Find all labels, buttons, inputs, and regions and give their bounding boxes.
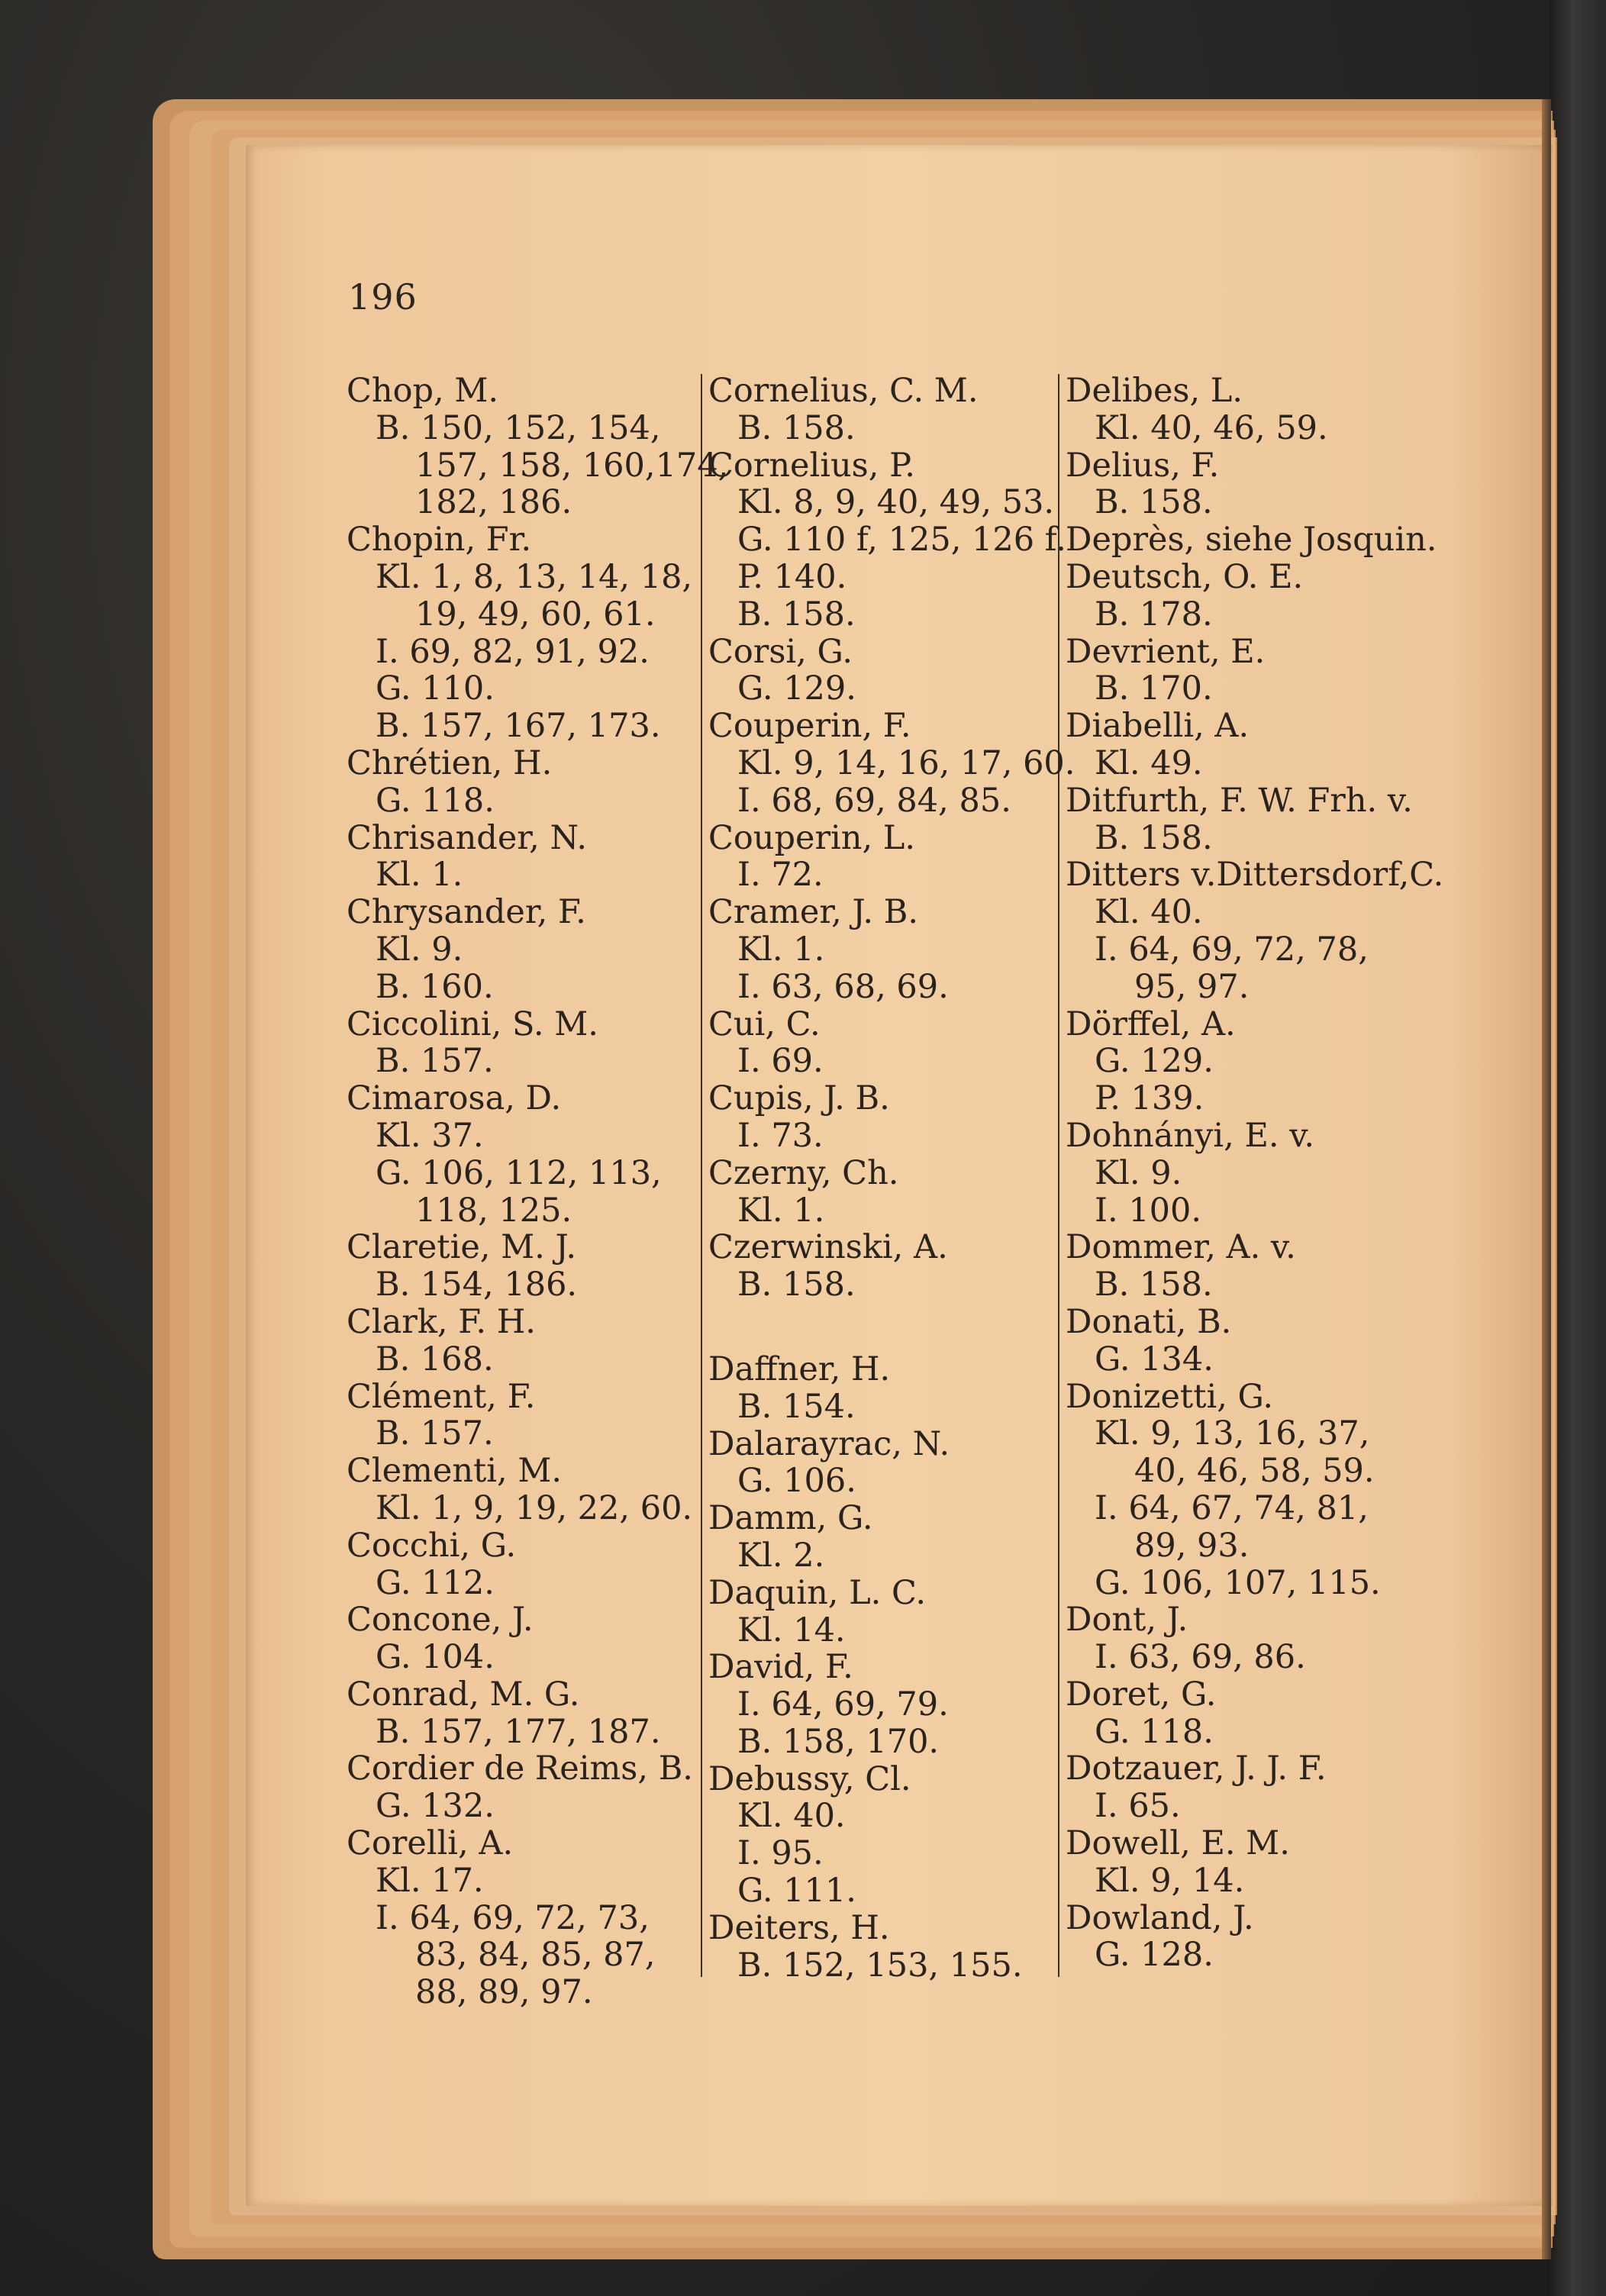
index-entry-refs: 95, 97. [1134,967,1250,1006]
index-entry-refs: Kl. 9, 14. [1095,1861,1245,1900]
index-entry-name: Dohnányi, E. v. [1066,1116,1315,1155]
index-entry-name: Ditters v.Dittersdorf,C. [1066,856,1444,895]
index-column-1 [347,372,729,2012]
index-entry-refs: 88, 89, 97. [415,1973,593,2012]
index-entry-refs: I. 73. [737,1116,824,1155]
index-entry-name: Devrient, E. [1066,632,1266,671]
index-entry-refs: I. 68, 69, 84, 85. [737,781,1011,820]
index-entry-refs: Kl. 9. [376,930,463,969]
index-entry-refs: I. 64, 69, 72, 78, [1095,930,1369,969]
index-entry-refs: I. 63, 68, 69. [737,967,949,1006]
index-column-3 [1066,372,1444,1975]
index-entry-refs: Kl. 1. [376,856,463,895]
index-entry-refs: B. 152, 153, 155. [737,1946,1023,1985]
index-entry-refs: B. 160. [376,967,494,1006]
index-entry-name: Chrisander, N. [347,818,587,857]
index-entry-refs: Kl. 40. [737,1797,846,1836]
index-entry-refs: I. 95. [737,1834,824,1873]
index-entry-name: Dowell, E. M. [1066,1824,1290,1863]
index-entry-name: Daquin, L. C. [708,1573,927,1612]
index-entry-name: Damm, G. [708,1499,873,1538]
index-entry-refs: B. 158. [737,595,856,634]
index-entry-name: Chrysander, F. [347,893,586,932]
index-entry-refs: G. 129. [1095,1042,1214,1081]
index-entry-name: Chopin, Fr. [347,521,532,559]
index-entry-name: Couperin, L. [708,818,916,857]
index-entry-refs: B. 157, 177, 187. [376,1712,661,1751]
index-entry-refs: G. 110 f, 125, 126 f. [737,521,1066,559]
index-entry-name: Claretie, M. J. [347,1228,577,1267]
index-entry-name: Dörffel, A. [1066,1004,1236,1043]
index-entry-refs: B. 158. [1095,483,1213,522]
index-entry-refs: Kl. 9. [1095,1153,1182,1192]
index-entry-name: Dont, J. [1066,1601,1188,1640]
index-entry-name: Clément, F. [347,1377,536,1416]
index-entry-refs: B. 157. [376,1414,494,1453]
index-entry-name: Cimarosa, D. [347,1079,562,1118]
index-entry-refs: 40, 46, 58, 59. [1134,1452,1375,1491]
index-entry-refs: B. 158, 170. [737,1722,940,1761]
index-entry-name: Cramer, J. B. [708,893,918,932]
index-entry-name: Clark, F. H. [347,1302,536,1341]
index-entry-refs: B. 150, 152, 154, [376,408,661,447]
index-entry-refs: G. 132. [376,1787,495,1826]
index-entry-refs: B. 154. [737,1387,856,1426]
index-entry-refs: P. 140. [737,557,847,596]
index-entry-refs: I. 72. [737,856,824,895]
index-entry-refs: G. 118. [1095,1712,1214,1751]
index-entry-refs: B. 170. [1095,669,1213,708]
index-entry-refs: G. 118. [376,781,495,820]
index-entry-name: Deutsch, O. E. [1066,557,1304,596]
index-entry-refs: 182, 186. [415,483,572,522]
book-spine-right [1550,0,1606,2296]
index-entry-refs: P. 139. [1095,1079,1204,1118]
index-entry-refs: Kl. 2. [737,1536,825,1575]
index-entry-refs: G. 104. [376,1638,495,1677]
index-entry-name: Dowland, J. [1066,1898,1254,1937]
index-entry-refs: Kl. 40, 46, 59. [1095,408,1328,447]
index-entry-name: David, F. [708,1648,853,1687]
index-entry-refs: I. 64, 69, 79. [737,1685,949,1724]
index-entry-refs: 83, 84, 85, 87, [415,1936,656,1975]
index-entry-refs: Kl. 40. [1095,893,1203,932]
index-entry-name: Cocchi, G. [347,1526,517,1565]
index-entry-name: Cornelius, C. M. [708,372,979,410]
index-entry-refs: 19, 49, 60, 61. [415,595,656,634]
index-entry-name: Cupis, J. B. [708,1079,890,1118]
index-entry-refs: I. 65. [1095,1787,1181,1826]
index-entry-name: Chrétien, H. [347,743,553,782]
section-gap [708,1304,1059,1351]
index-entry-refs: Kl. 1. [737,930,825,969]
index-entry-refs: G. 106, 107, 115. [1095,1563,1381,1602]
index-entry-name: Cordier de Reims, B. [347,1749,693,1788]
index-entry-refs: B. 158. [1095,818,1213,857]
index-entry-name: Corelli, A. [347,1824,514,1863]
index-entry-refs: B. 168. [376,1340,494,1379]
index-entry-refs: Kl. 1, 9, 19, 22, 60. [376,1488,693,1527]
index-entry-refs: 89, 93. [1134,1526,1250,1565]
index-column-2 [708,372,1076,1985]
index-entry-refs: G. 112. [376,1563,495,1602]
index-entry-name: Ciccolini, S. M. [347,1004,598,1043]
index-entry-refs: B. 158. [1095,1266,1213,1304]
index-entry-refs: I. 100. [1095,1191,1202,1230]
index-entry-name: Delius, F. [1066,446,1220,485]
index-entry-name: Donizetti, G. [1066,1377,1274,1416]
index-entry-refs: B. 158. [737,1266,856,1304]
index-entry-refs: Kl. 9, 14, 16, 17, 60. [737,743,1076,782]
index-entry-refs: Kl. 37. [376,1116,484,1155]
index-entry-refs: 157, 158, 160,174, [415,446,729,485]
index-entry-refs: Kl. 17. [376,1861,484,1900]
index-entry-refs: G. 106, 112, 113, [376,1153,662,1192]
index-entry-refs: B. 157, 167, 173. [376,707,661,746]
index-entry-refs: B. 158. [737,408,856,447]
index-entry-name: Delibes, L. [1066,372,1243,410]
index-entry-refs: Kl. 49. [1095,743,1203,782]
index-entry-refs: I. 69, 82, 91, 92. [376,632,650,671]
index-entry-name: Ditfurth, F. W. Frh. v. [1066,781,1413,820]
index-entry-refs: G. 129. [737,669,856,708]
index-entry-refs: Kl. 1. [737,1191,825,1230]
index-entry-name: Dotzauer, J. J. F. [1066,1749,1327,1788]
index-entry-refs: Kl. 14. [737,1611,846,1649]
index-entry-refs: G. 134. [1095,1340,1214,1379]
index-entry-refs: 118, 125. [415,1191,572,1230]
page-number: 196 [348,276,418,318]
index-entry-name: Diabelli, A. [1066,707,1250,746]
column-divider [701,374,702,1977]
index-entry-refs: G. 110. [376,669,495,708]
index-entry-refs: B. 154, 186. [376,1266,578,1304]
index-entry-name: Deiters, H. [708,1908,890,1947]
index-entry-name: Deprès, siehe Josquin. [1066,521,1437,559]
index-entry-refs: I. 64, 69, 72, 73, [376,1898,650,1937]
index-entry-name: Donati, B. [1066,1302,1232,1341]
index-entry-refs: I. 63, 69, 86. [1095,1638,1306,1677]
index-entry-name: Doret, G. [1066,1675,1217,1714]
index-entry-name: Couperin, F. [708,707,911,746]
index-entry-name: Clementi, M. [347,1452,563,1491]
index-entry-name: Chop, M. [347,372,499,410]
index-entry-refs: G. 111. [737,1872,856,1911]
index-entry-refs: I. 64, 67, 74, 81, [1095,1488,1369,1527]
index-entry-name: Concone, J. [347,1601,534,1640]
index-entry-refs: B. 178. [1095,595,1213,634]
index-entry-name: Daffner, H. [708,1350,891,1388]
index-entry-name: Czerny, Ch. [708,1153,899,1192]
index-entry-refs: G. 128. [1095,1936,1214,1975]
index-entry-name: Conrad, M. G. [347,1675,580,1714]
index-entry-name: Corsi, G. [708,632,853,671]
index-entry-refs: Kl. 1, 8, 13, 14, 18, [376,557,693,596]
index-entry-name: Cui, C. [708,1004,821,1043]
page-gutter [1542,99,1551,2259]
index-entry-refs: I. 69. [737,1042,824,1081]
index-entry-name: Cornelius, P. [708,446,915,485]
index-entry-refs: G. 106. [737,1462,856,1501]
index-entry-name: Debussy, Cl. [708,1759,911,1798]
index-entry-name: Dommer, A. v. [1066,1228,1296,1267]
index-entry-refs: Kl. 8, 9, 40, 49, 53. [737,483,1055,522]
index-entry-refs: Kl. 9, 13, 16, 37, [1095,1414,1370,1453]
index-entry-name: Czerwinski, A. [708,1228,948,1267]
index-entry-refs: B. 157. [376,1042,494,1081]
index-entry-name: Dalarayrac, N. [708,1424,950,1463]
